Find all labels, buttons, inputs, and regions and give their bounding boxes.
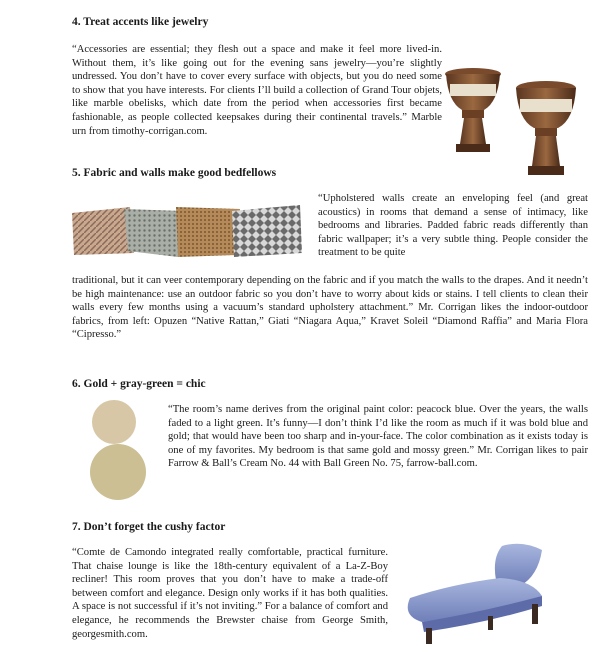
section-heading-4: 4. Treat accents like jewelry bbox=[72, 16, 209, 28]
paint-swatches-image bbox=[78, 398, 154, 502]
fabric-swatches-image bbox=[72, 203, 304, 259]
marble-urns-image bbox=[438, 62, 588, 180]
section-body-5-right: “Upholstered walls create an enveloping feel (and great acoustics) in rooms that demand a sense of intimacy, like bedrooms and libraries. Padded fabric reads differently than fabric wallpaper; it’s a very subtle thing. People consider the treatment to be quite bbox=[318, 193, 588, 259]
section-body-6: “The room’s name derives from the original paint color: peacock blue. Over the years, the walls faded to a light green. It’s funny—I don’t think I’d like the room as much if it was bold blue and gold; that would have been too sharp and in-your-face. The color combination as it exists today is one of my favorites. My bedroom is that same gold and mossy green.” Mr. Corrigan likes to pair Farrow & Ball’s Cream No. 44 with Ball Green No. 75, farrow-ball.com. bbox=[168, 404, 588, 470]
section-body-7: “Comte de Camondo integrated really comfortable, practical furniture. That chaise lounge is like the 18th-century equivalent of a La-Z-Boy recliner! This room proves that you don’t have to make a trade-off between comfort and elegance. Design only works if it has both qualities. A space is not successful if it’s not inviting.” For a balance of comfort and elegance, he recommends the Brewster chaise from George Smith, georgesmith.com. bbox=[72, 547, 388, 640]
section-body-4: “Accessories are essential; they flesh out a space and make it feel more lived-in. Without them, it’s like going out for the evening sans jewelry—you’re slightly undressed. You don’t have to cover every surface with objects, but you do need some to show that you have interests. For clients I’ll build a collection of Grand Tour objets, like marble obelisks, which date from the period when accessories first became fashionable, as people collected keepsakes during their continental travels.” Marble urn from timothy-corrigan.com. bbox=[72, 44, 442, 137]
chaise-lounge-image bbox=[392, 540, 588, 650]
section-heading-6: 6. Gold + gray-green = chic bbox=[72, 378, 206, 390]
section-heading-5: 5. Fabric and walls make good bedfellows bbox=[72, 167, 277, 179]
section-body-5-full: traditional, but it can veer contemporary depending on the fabric and if you match the walls to the drapes. And it needn’t be high maintenance: use an outdoor fabric so you don’t have to worry about kids or stains. I tell clients to clean their walls every few months using a vacuum’s standard upholstery attachment.” Mr. Corrigan likes the indoor-outdoor fabrics, from left: Opuzen “Native Rattan,” Giati “Niagara Aqua,” Kravet Soleil “Diamond Raffia” and Maria Flora “Cipresso.” bbox=[72, 275, 588, 341]
section-heading-7: 7. Don’t forget the cushy factor bbox=[72, 521, 226, 533]
